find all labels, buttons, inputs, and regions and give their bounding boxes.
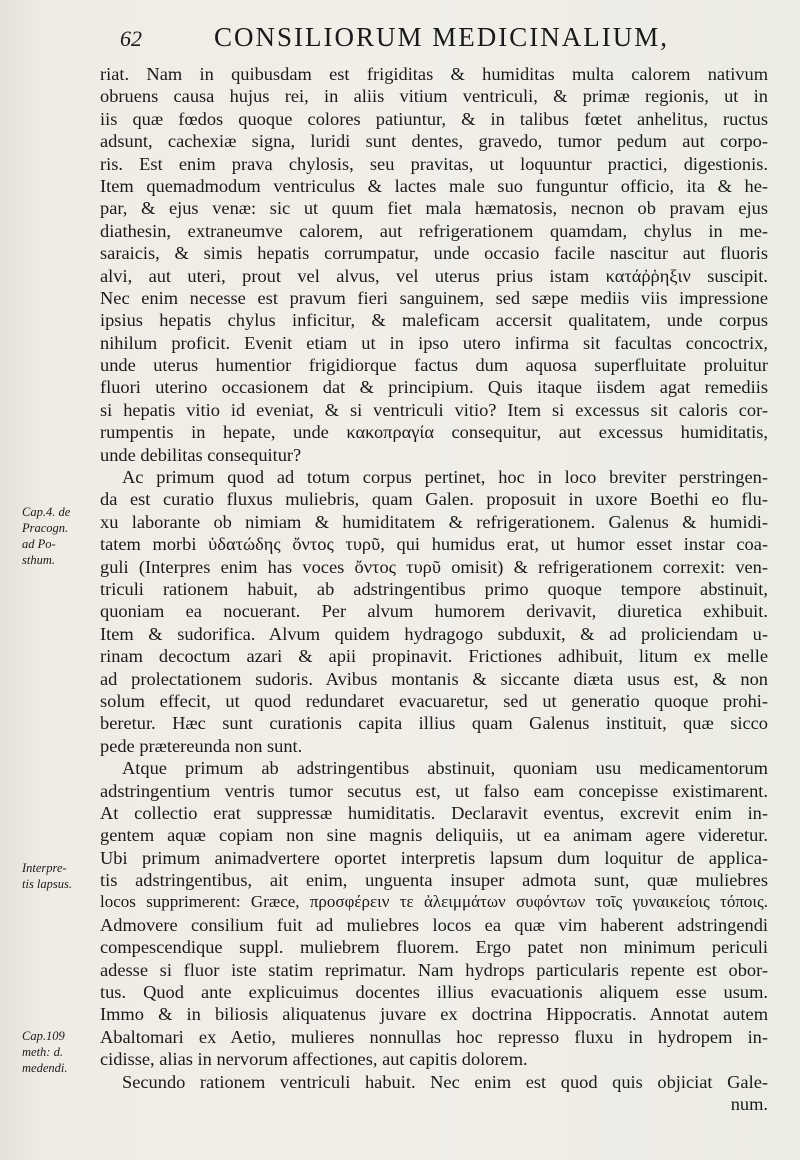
- text-line: num.: [730, 1093, 768, 1114]
- text-line: adsunt, cachexiæ signa, luridi sunt dentes, gravedo, tumor pedum aut corpo-: [100, 131, 768, 152]
- text-line: Abaltomari ex Aetio, mulieres nonnullas hoc represso fluxu in hydropem in-: [100, 1026, 768, 1047]
- text-line: Item & sudorifica. Alvum quidem hydragogo subduxit, & ad proliciendam u-: [100, 623, 768, 644]
- text-line: riat. Nam in quibusdam est frigiditas & humiditas multa calorem nativum: [100, 64, 768, 84]
- text-line: solum effecit, ut quod redundaret evacuaretur, sed ut generatio quoque prohi-: [100, 690, 768, 711]
- text-line: unde debilitas consequitur?: [100, 444, 302, 465]
- text-line: tus. Quod ante explicuimus docentes illius evacuationis aliquem esse usum.: [100, 982, 768, 1003]
- text-line: Ac primum quod ad totum corpus pertinet, hoc in loco breviter perstringen-: [122, 467, 768, 488]
- text-line: cidisse, alias in nervorum affectiones, aut capitis dolorem.: [100, 1049, 528, 1070]
- margin-note-cap109: Cap.109 meth: d. medendi.: [22, 1029, 68, 1075]
- text-line: diathesin, extraneumve calorem, aut refrigerationem quamdam, chylus in me-: [100, 220, 768, 241]
- margin-note-cap4: Cap.4. de Pracogn. ad Po- sthum.: [22, 505, 71, 567]
- text-line: Secundo rationem ventriculi habuit. Nec enim est quod quis objiciat Gale-: [122, 1071, 768, 1092]
- text-line: Admovere consilium fuit ad muliebres locos ea quæ vim haberent adstringendi: [100, 914, 768, 935]
- text-line: At collectio erat suppressæ humiditatis. Declaravit eventus, excrevit enim in-: [100, 802, 768, 823]
- text-line: Immo & in biliosis aliquatenus juvare ex doctrina Hippocratis. Annotat autem: [100, 1004, 768, 1025]
- page-number: 62: [120, 26, 142, 51]
- margin-note-interpretis: Interpre- tis lapsus.: [22, 861, 73, 891]
- text-line: tis adstringentibus, ait enim, unguenta insuper admota sunt, quæ muliebres: [100, 870, 768, 891]
- text-line: fluori uterino occasionem dat & principium. Quis itaque iisdem agat remediis: [100, 377, 768, 398]
- page-header: [0, 22, 800, 58]
- text-line: beretur. Hæc sunt curationis capita illius quam Galenus instituit, quæ sicco: [100, 713, 768, 734]
- text-line: rumpentis in hepate, unde κακοπραγία consequitur, aut excessus humiditatis,: [100, 422, 768, 443]
- text-line: Item quemadmodum ventriculus & lactes male suo funguntur officio, ita & he-: [100, 175, 768, 196]
- text-line: nihilum proficit. Evenit etiam ut in ipso utero infirma sit facultas concoctrix,: [100, 332, 768, 353]
- text-line: locos supprimerent: Græce, προσφέρειν τε ἀλειμμάτων συφόντων τοῖς γυναικείοις τόποις.: [100, 892, 768, 912]
- text-line: adesse si fluor iste statim reprimatur. Nam hydrops particularis repente est obor-: [100, 959, 768, 980]
- text-line: quoniam ea nocuerant. Per alvum humorem derivavit, diuretica exhibuit.: [100, 601, 768, 622]
- text-line: compescendique suppl. muliebrem fluorem. Ergo patet non minimum periculi: [100, 937, 768, 958]
- text-line: rinam decoctum azari & apii propinavit. Frictiones adhibuit, litum ex melle: [100, 646, 768, 667]
- running-head: CONSILIORUM MEDICINALIUM,: [214, 22, 669, 52]
- text-line: iis quæ fœdos quoque colores patiuntur, & in talibus fœtet anhelitus, ructus: [100, 108, 768, 129]
- text-line: guli (Interpres enim has voces ὄντος τυρῦ omisit) & refrigerationem correxit: ven-: [100, 556, 768, 577]
- text-line: Nec enim necesse est pravum fieri sanguinem, sed sæpe mediis viis impressione: [100, 287, 768, 308]
- text-line: saraicis, & simis hepatis corrumpatur, unde occasio facile nascitur aut fluoris: [100, 243, 768, 264]
- text-line: Atque primum ab adstringentibus abstinuit, quoniam usu medicamentorum: [122, 758, 768, 779]
- text-line: si hepatis vitio id eveniat, & si ventriculi vitio? Item si excessus sit caloris cor-: [100, 399, 768, 420]
- text-line: ipsius hepatis chylus inficitur, & maleficam accersit qualitatem, unde corpus: [100, 310, 768, 331]
- body-text: [100, 63, 768, 1115]
- text-line: pede prætereunda non sunt.: [100, 735, 303, 756]
- text-line: da est curatio fluxus muliebris, quam Galen. proposuit in uxore Boethi eo flu-: [100, 489, 768, 510]
- text-line: alvi, aut uteri, prout vel alvus, vel uterus prius istam κατάῤῥηξιν suscipit.: [100, 265, 768, 286]
- text-line: par, & ejus venæ: sic ut quum fiet mala hæmatosis, necnon ob pravam ejus: [100, 198, 768, 219]
- text-line: gentem aquæ copiam non sine magnis deliquiis, ut ea animam agere videretur.: [100, 825, 768, 846]
- text-line: obruens causa hujus rei, in aliis vitium ventriculi, & primæ regionis, ut in: [100, 86, 768, 107]
- text-line: ris. Est enim prava chylosis, seu pravitas, ut loquuntur practici, digestionis.: [100, 153, 768, 174]
- text-line: unde uterus humentior frigidiorque factus dum aquosa superfluitate proluitur: [100, 355, 768, 376]
- text-line: adstringentium ventris tumor secutus est, ut falso eam concepisse existimarent.: [100, 780, 768, 801]
- text-line: xu laborante ob nimiam & humiditatem & refrigerationem. Galenus & humidi-: [100, 511, 768, 532]
- text-line: ad prolectationem sudoris. Avibus montanis & siccante diæta usus est, & non: [100, 668, 768, 689]
- text-line: triculi rationem habuit, ab adstringentibus primo quoque tempore abstinuit,: [100, 578, 768, 599]
- text-line: Ubi primum animadvertere oportet interpretis lapsum dum loquitur de applica-: [100, 847, 768, 868]
- text-line: tatem morbi ὑδατώδης ὄντος τυρῦ, qui humidus erat, ut humor esset instar coa-: [100, 534, 768, 555]
